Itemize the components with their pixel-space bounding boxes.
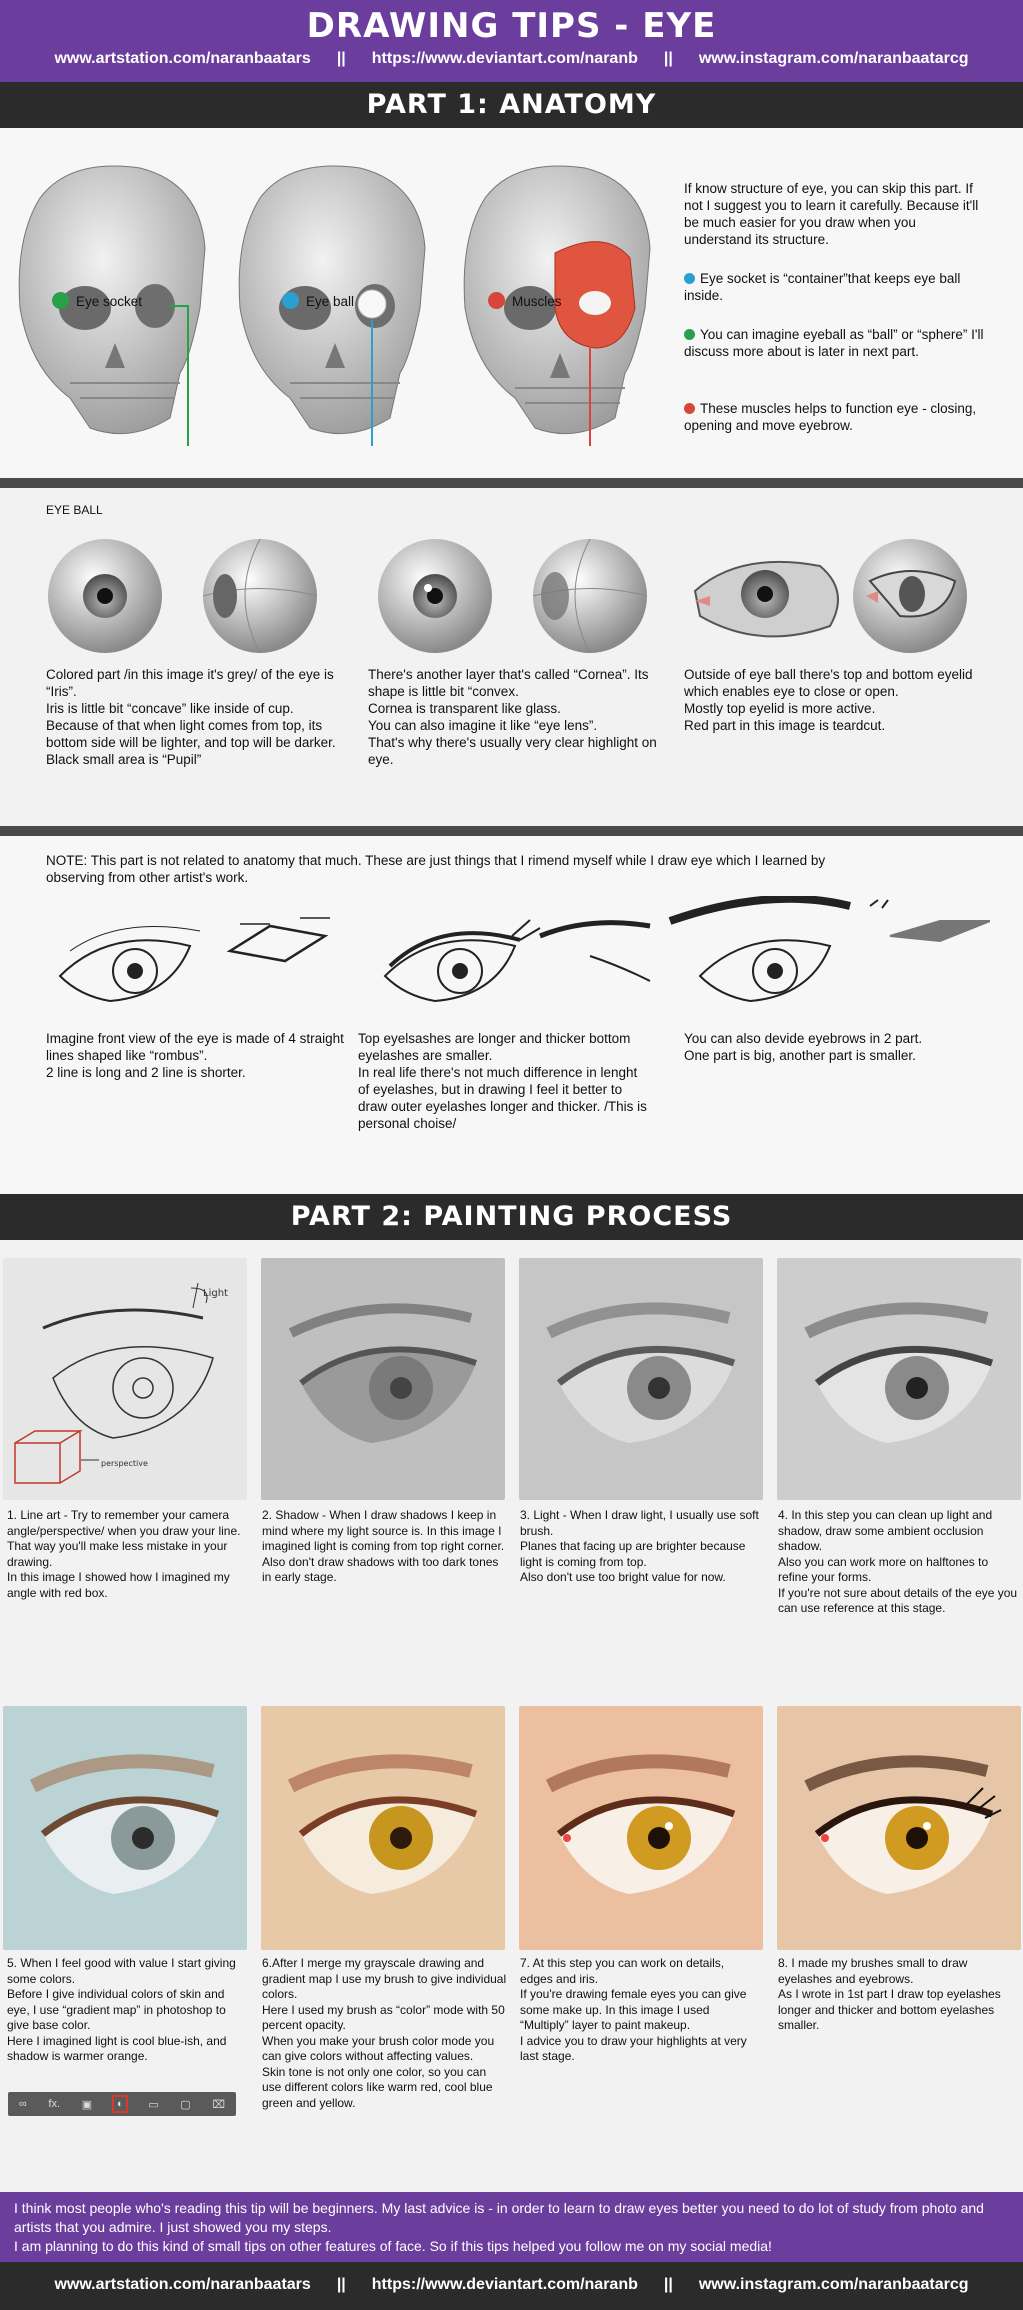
eyebrow-caption: You can also devide eyebrows in 2 part. One part is big, another part is smaller.: [684, 1031, 923, 1063]
step-4-caption: 4. In this step you can clean up light and shadow, draw some ambient occlusion shadow. Also you can work more on halftones to refine your forms. If you're not sure about details of the eye you can use reference at this stage.: [778, 1508, 1018, 1615]
notes-section: [0, 836, 1023, 1194]
eyeball-spheres-image: [40, 536, 1000, 666]
svg-text:perspective: perspective: [101, 1459, 148, 1468]
part2-title: PART 2: PAINTING PROCESS: [290, 1201, 733, 1232]
step-6-image: [261, 1706, 505, 1950]
artstation-link[interactable]: www.artstation.com/naranbaatars: [54, 50, 311, 67]
eye-ball-dot: [282, 292, 299, 309]
iris-caption: Colored part /in this image it's grey/ of the eye is “Iris”. Iris is little bit “concave” like inside of cup. Because of that when light comes from top, its bottom side will be lighter, and top will be darker. Black small area is “Pupil”: [46, 667, 336, 767]
divider: [0, 478, 1023, 488]
divider: [0, 826, 1023, 836]
new-layer-icon[interactable]: ▢: [180, 2098, 191, 2111]
fx-button[interactable]: fx.: [48, 2098, 61, 2110]
step-5-caption: 5. When I feel good with value I start giving some colors. Before I give individual colors of skin and eye, I use “gradient map” in photoshop to give base color. Here I imagined light is cool blue-ish, and shadow is warmer orange.: [7, 1956, 236, 2063]
step-5-image: [3, 1706, 247, 1950]
instagram-link[interactable]: www.instagram.com/naranbaatarcg: [698, 50, 969, 67]
svg-text:Light: Light: [203, 1288, 228, 1299]
eye-socket-dot: [52, 292, 69, 309]
step-3-image: [519, 1258, 763, 1500]
note-muscles: These muscles helps to function eye - closing, opening and move eyebrow.: [684, 401, 977, 433]
note-eyeball: You can imagine eyeball as “ball” or “sphere” I'll discuss more about is later in next part.: [684, 327, 984, 359]
separator: ||: [663, 50, 673, 67]
step-1-caption: 1. Line art - Try to remember your camera angle/perspective/ when you draw your line. That way you'll make less mistake in your drawing. In this image I showed how I imagined my angle with red box.: [7, 1508, 241, 1600]
note-text: NOTE: This part is not related to anatomy that much. These are just things that I rimend myself while I draw eye which I learned by observing from other artist's work.: [46, 853, 826, 885]
eye-ball-label: Eye ball: [306, 294, 355, 309]
part1-title: PART 1: ANATOMY: [366, 89, 657, 120]
muscles-label: Muscles: [512, 294, 562, 309]
header-banner: [0, 0, 1023, 82]
step-4-image: [777, 1258, 1021, 1500]
step-1-image: [3, 1258, 247, 1500]
advice-text: I think most people who's reading this tip will be beginners. My last advice is - in order to learn to draw eyes better you need to do lot of study from photo and artists that you admire. I just showed you my steps. I am planning to do this kind of small tips on other features of face. So if this tips helped you follow me on my social media!: [14, 2200, 984, 2254]
anatomy-intro: If know structure of eye, you can skip this part. If not I suggest you to learn it carefully. Because it'll be much easier for you draw when you understand its structure.: [684, 181, 979, 247]
step-2-image: [261, 1258, 505, 1500]
cornea-caption: There's another layer that's called “Cornea”. Its shape is little bit “convex. Cornea is transparent like glass. You can also imagine it like “eye lens”. That's why there's usually very clear highlight on eye.: [368, 667, 657, 767]
step-8-image: [777, 1706, 1021, 1950]
eyelash-caption: Top eyelsashes are longer and thicker bottom eyelashes are smaller. In real life there's not much difference in lenght of eyelashes, but in drawing I feel it better to draw outer eyelashes longer and thicker. /This is personal choise/: [358, 1031, 647, 1131]
rombus-caption: Imagine front view of the eye is made of 4 straight lines shaped like “rombus”. 2 line is long and 2 line is shorter.: [46, 1031, 344, 1080]
muscles-dot: [488, 292, 505, 309]
page-title: DRAWING TIPS - EYE: [306, 6, 717, 46]
step-2-caption: 2. Shadow - When I draw shadows I keep in mind where my light source is. In this image I imagined light is coming from top right corner. Also don't draw shadows with too dark tones in early stage.: [262, 1508, 505, 1584]
mask-icon[interactable]: ▣: [81, 2098, 93, 2111]
footer-links: [0, 2276, 1023, 2294]
deviantart-link[interactable]: https://www.deviantart.com/naranb: [371, 2276, 638, 2293]
separator: ||: [336, 50, 346, 67]
trash-icon[interactable]: ⌧: [212, 2098, 226, 2111]
eyelid-caption: Outside of eye ball there's top and bottom eyelid which enables eye to close or open. Mostly top eyelid is more active. Red part in this image is teardcut.: [684, 667, 973, 733]
step-3-caption: 3. Light - When I draw light, I usually use soft brush. Planes that facing up are brighter because light is coming from top. Also don't use too bright value for now.: [520, 1508, 759, 1584]
step-7-image: [519, 1706, 763, 1950]
eye-shape-sketches: [50, 896, 990, 1026]
separator: ||: [336, 2276, 346, 2293]
photoshop-layer-toolbar: [8, 2092, 236, 2116]
header-links: [0, 50, 1023, 68]
separator: ||: [663, 2276, 673, 2293]
step-6-caption: 6.After I merge my grayscale drawing and gradient map I use my brush to give individual colors. Here I used my brush as “color” mode with 50 percent opacity. When you make your brush color mode you can give colors without affecting values. Skin tone is not only one color, so you can use different colors like warm red, cool blue green and yellow.: [262, 1956, 507, 2110]
instagram-link[interactable]: www.instagram.com/naranbaatarcg: [698, 2276, 969, 2293]
note-socket: Eye socket is “container”that keeps eye ball inside.: [684, 271, 961, 303]
deviantart-link[interactable]: https://www.deviantart.com/naranb: [371, 50, 638, 67]
eyeball-heading: EYE BALL: [46, 503, 103, 517]
anatomy-section: [0, 128, 1023, 478]
part1-title-bar: [0, 82, 1023, 128]
folder-icon[interactable]: ▭: [148, 2098, 159, 2111]
eye-socket-label: Eye socket: [76, 294, 143, 309]
artstation-link[interactable]: www.artstation.com/naranbaatars: [54, 2276, 311, 2293]
part2-title-bar: [0, 1194, 1023, 1240]
step-8-caption: 8. I made my brushes small to draw eyelashes and eyebrows. As I wrote in 1st part I draw top eyelashes longer and thicker and bottom eyelashes smaller.: [778, 1956, 1001, 2032]
eyeball-section: [0, 488, 1023, 826]
painting-section: [0, 1240, 1023, 2192]
link-icon[interactable]: ∞: [18, 2098, 27, 2110]
adjustment-layer-icon[interactable]: ◐: [114, 2097, 127, 2111]
footer-advice: [0, 2192, 1023, 2262]
footer-links-bar: [0, 2262, 1023, 2310]
step-7-caption: 7. At this step you can work on details, edges and iris. If you're drawing female eyes you can give some make up. In this image I used “Multiply” layer to paint makeup. I advice you to draw your highlights at very last stage.: [520, 1956, 747, 2063]
